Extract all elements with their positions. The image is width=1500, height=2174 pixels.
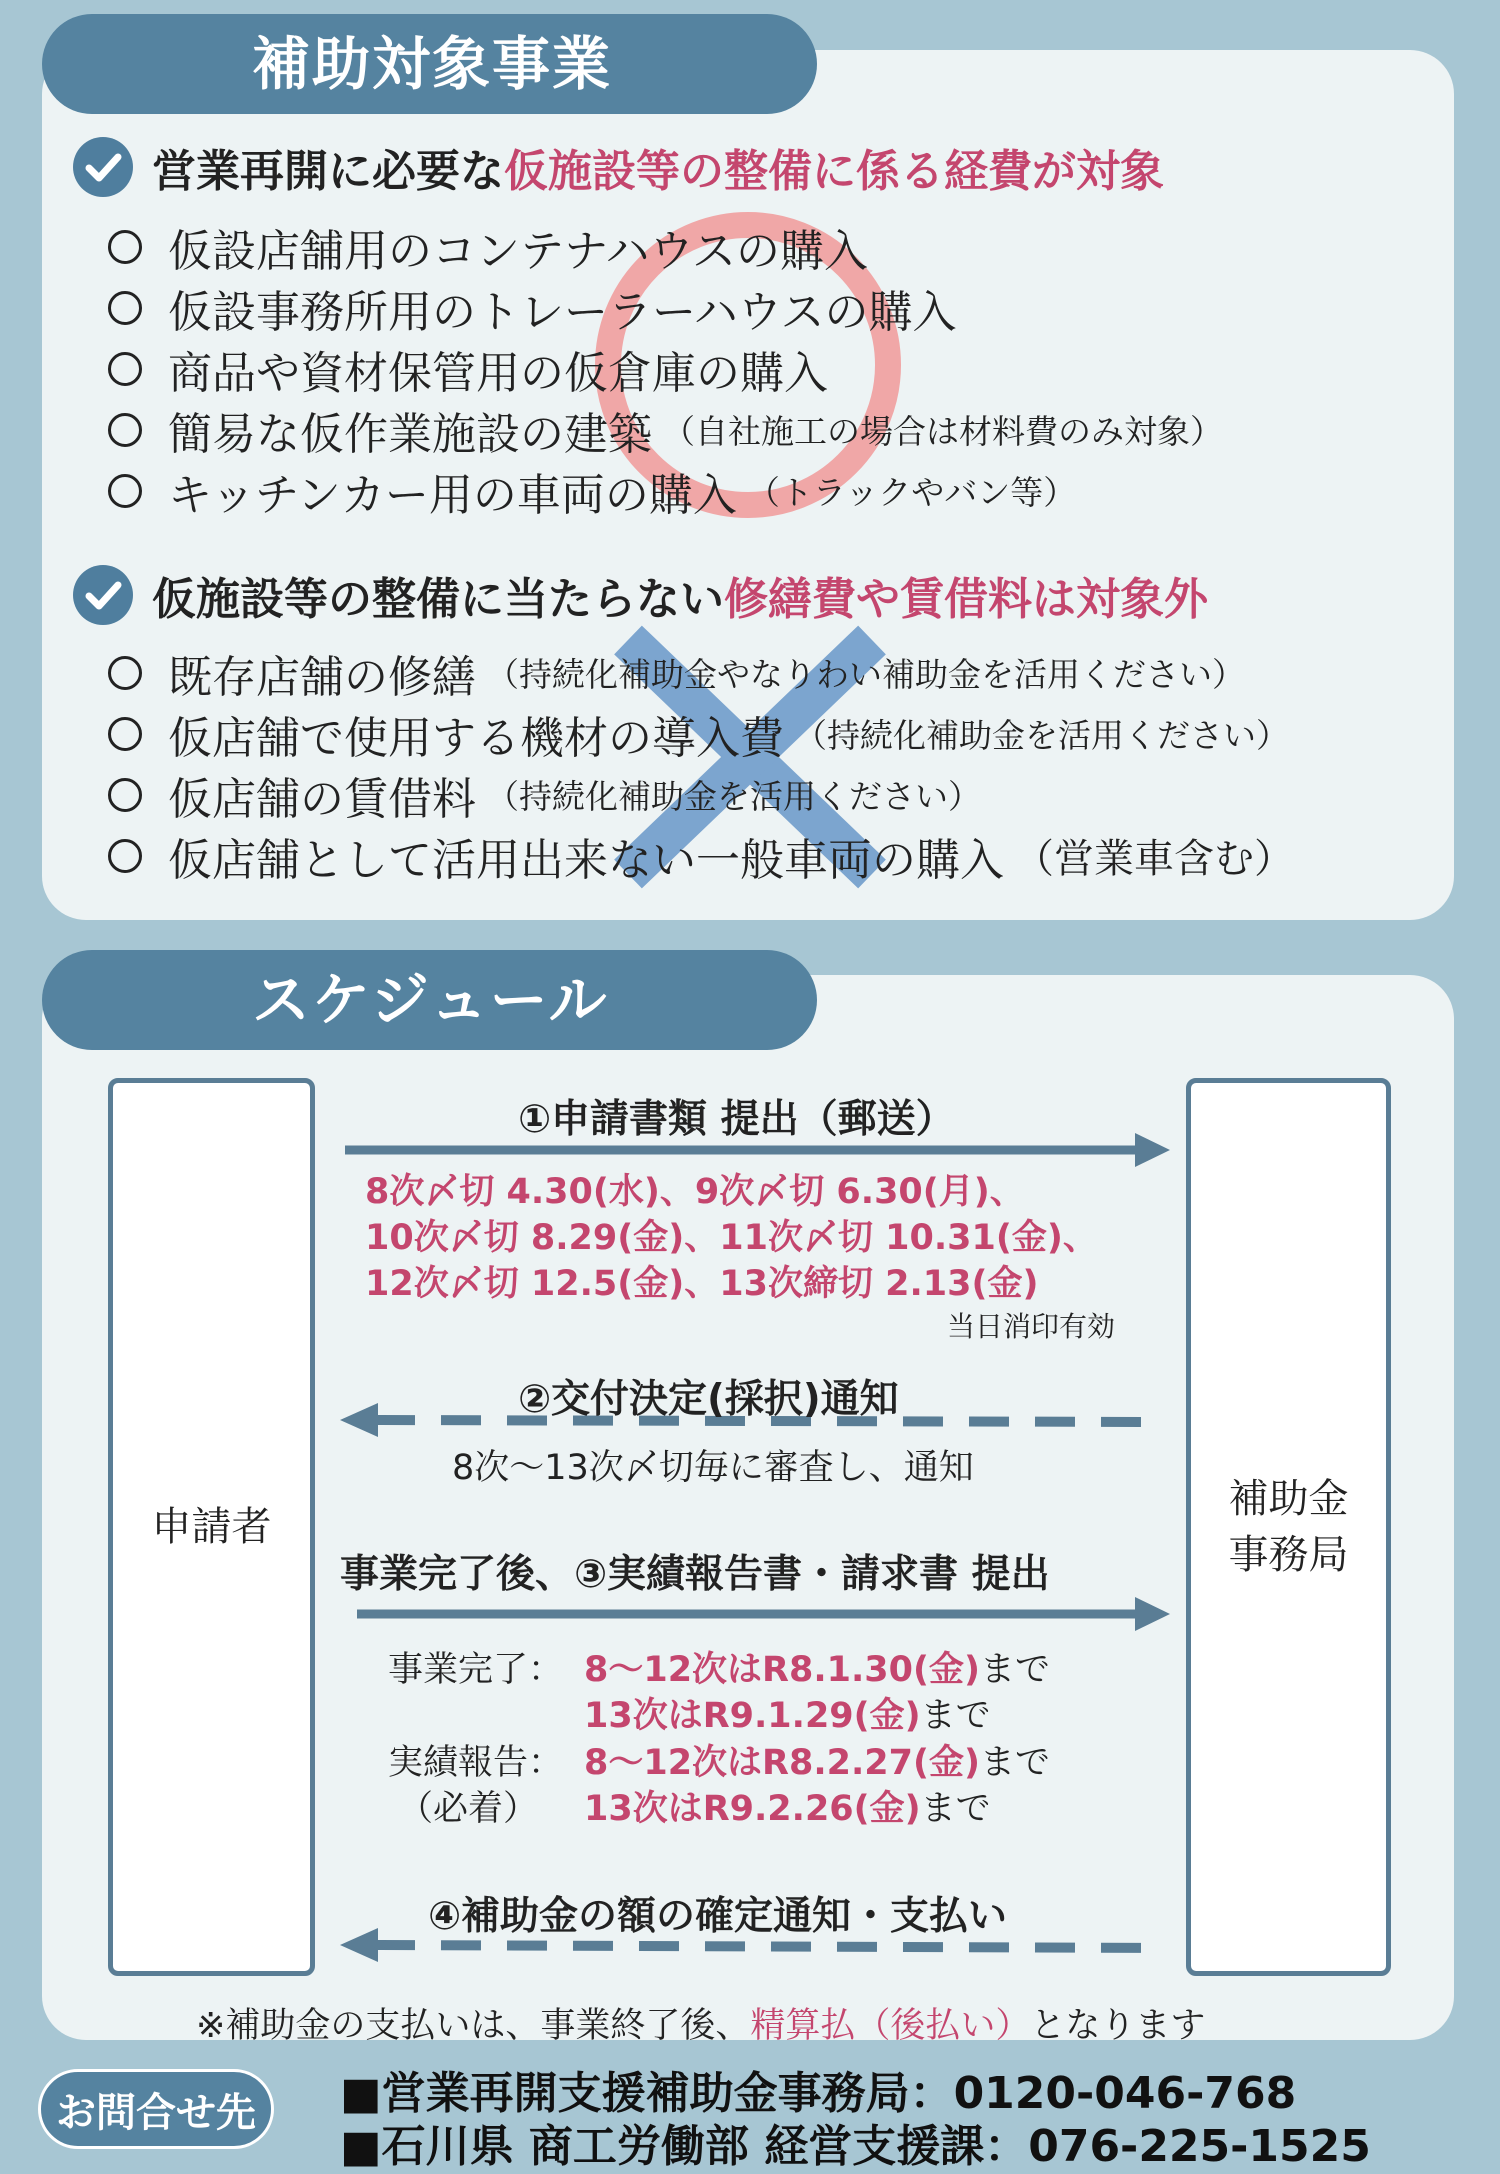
item-text: キッチンカー用の車両の購入 — [168, 469, 737, 521]
report-line-1 — [584, 1735, 1050, 1785]
item-text: 仮店舗の賃借料 — [168, 773, 476, 825]
item-note: （トラックやバン等） — [746, 473, 1077, 512]
postmark-note: 当日消印有効 — [947, 1310, 1116, 1343]
eligible-heading-lead: 営業再開に必要な — [152, 146, 504, 197]
office-label-line1: 補助金 — [1228, 1476, 1349, 1522]
completion-date-2: 13次はR9.1.29(金) — [584, 1696, 921, 1736]
item-text: 仮設店舗用のコンテナハウスの購入 — [168, 225, 869, 277]
step2-label: ②交付決定(採択)通知 — [518, 1377, 899, 1422]
contact-line-office: ■営業再開支援補助金事務局：0120-046-768 — [340, 2068, 1297, 2119]
completion-line-1 — [584, 1642, 1050, 1692]
item-note: （営業車含む） — [1014, 836, 1294, 882]
completion-line-2 — [584, 1688, 991, 1738]
applicant-label: 申請者 — [151, 1504, 272, 1550]
arrow-right-icon — [357, 1597, 1170, 1631]
report-sub-label: （必着） — [398, 1789, 539, 1829]
report-line-2 — [584, 1781, 991, 1831]
footnote-tail: となります — [1030, 2006, 1206, 2046]
report-date-1: 8～12次はR8.2.27(金) — [584, 1743, 981, 1783]
item-note: （持続化補助金やなりわい補助金を活用ください） — [486, 655, 1245, 694]
step4-label: ④補助金の額の確定通知・支払い — [428, 1894, 1008, 1939]
report-suffix-1: まで — [980, 1743, 1051, 1783]
contact-button[interactable]: お問合せ先 — [38, 2069, 274, 2149]
section-title-schedule: スケジュール — [42, 950, 817, 1050]
item-text: 簡易な仮作業施設の建築 — [168, 408, 652, 460]
ineligible-heading-highlight: 修繕費や賃借料は対象外 — [724, 574, 1208, 625]
item-note: （自社施工の場合は材料費のみ対象） — [662, 412, 1223, 451]
deadline-line-1: 8次〆切 4.30(水)、9次〆切 6.30(月)、 — [365, 1172, 1025, 1212]
deadline-line-3: 12次〆切 12.5(金)、13次締切 2.13(金) — [365, 1264, 1039, 1304]
payment-footnote — [196, 1998, 1205, 2048]
completion-suffix-1: まで — [980, 1650, 1051, 1690]
report-label: 実績報告： — [388, 1743, 564, 1783]
item-text: 仮店舗で使用する機材の導入費 — [168, 712, 784, 764]
ineligible-heading-lead: 仮施設等の整備に当たらない — [152, 574, 724, 625]
item-text: 既存店舗の修繕 — [168, 651, 476, 703]
footnote-lead: ※補助金の支払いは、事業終了後、 — [196, 2006, 751, 2046]
deadline-line-2: 10次〆切 8.29(金)、11次〆切 10.31(金)、 — [365, 1218, 1098, 1258]
step3-label: 事業完了後、③実績報告書・請求書 提出 — [340, 1552, 1050, 1597]
completion-date-1: 8～12次はR8.1.30(金) — [584, 1650, 981, 1690]
item-note: （持続化補助金を活用ください） — [486, 777, 981, 816]
item-note: （持続化補助金を活用ください） — [794, 716, 1289, 755]
item-text: 商品や資材保管用の仮倉庫の購入 — [168, 347, 828, 399]
step2-note: 8次～13次〆切毎に審査し、通知 — [452, 1448, 974, 1488]
completion-suffix-2: まで — [920, 1696, 991, 1736]
item-text: 仮設事務所用のトレーラーハウスの購入 — [168, 286, 957, 338]
step1-label: ①申請書類 提出（郵送） — [518, 1097, 955, 1142]
report-suffix-2: まで — [920, 1789, 991, 1829]
completion-label: 事業完了： — [388, 1650, 564, 1690]
section-title-eligible-projects: 補助対象事業 — [42, 14, 817, 114]
footnote-highlight: 精算払（後払い） — [750, 2006, 1031, 2046]
report-date-2: 13次はR9.2.26(金) — [584, 1789, 921, 1829]
eligible-heading-highlight: 仮施設等の整備に係る経費が対象 — [504, 146, 1164, 197]
contact-line-prefecture: ■石川県 商工労働部 経営支援課：076-225-1525 — [340, 2121, 1371, 2172]
item-text: 仮店舗として活用出来ない一般車両の購入 — [168, 834, 1004, 886]
office-label-line2: 事務局 — [1228, 1532, 1349, 1578]
